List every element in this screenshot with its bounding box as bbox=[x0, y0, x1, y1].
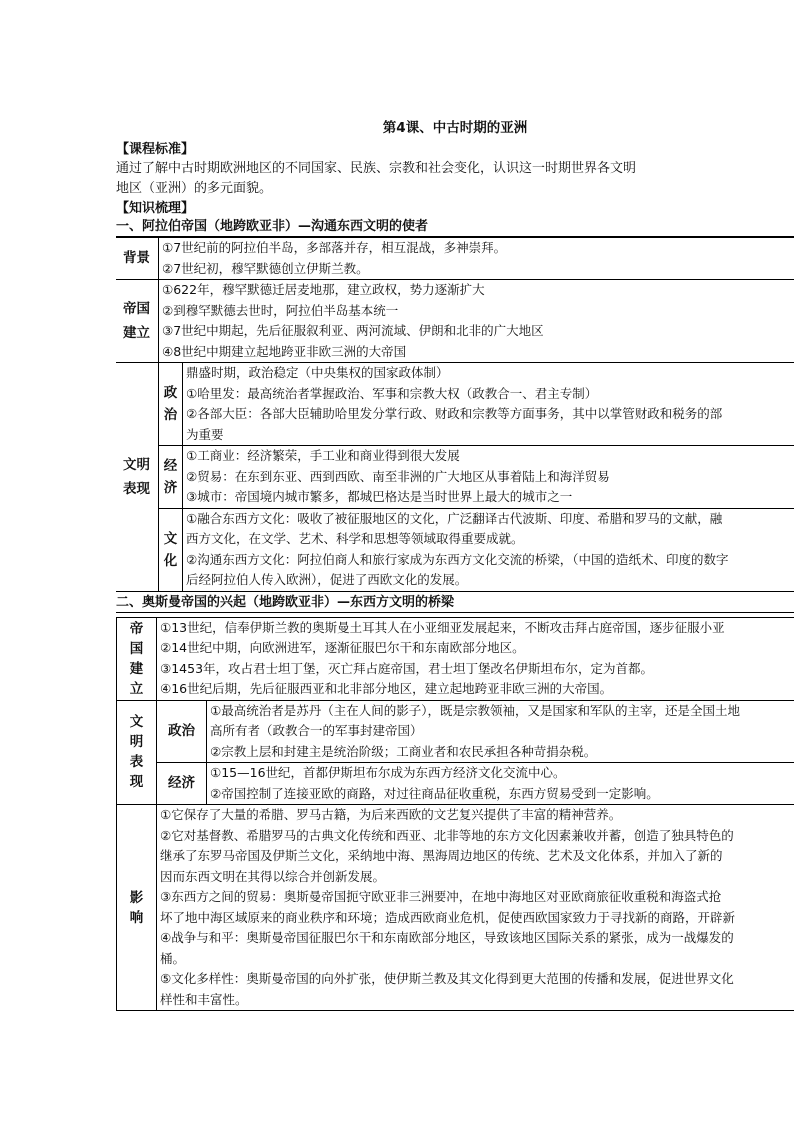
founding-cell bbox=[159, 280, 794, 363]
table-row bbox=[116, 508, 794, 591]
list-item: ①最高统治者是苏丹（主在人间的影子），既是宗教领袖，又是国家和军队的主宰，还是全国土地 bbox=[210, 702, 740, 718]
standard-line-1: 通过了解中古时期欧洲地区的不同国家、民族、宗教和社会变化，认识这一时期世界各文明 bbox=[116, 161, 637, 176]
label-ottoman-politics: 政治 bbox=[157, 700, 207, 763]
table-row bbox=[117, 700, 794, 763]
label-civilization: 文明表现 bbox=[116, 363, 159, 592]
list-item: ③1453年，攻占君士坦丁堡，灭亡拜占庭帝国，君士坦丁堡改名伊斯坦布尔，定为首都。 bbox=[160, 660, 654, 676]
list-item: ⑤文化多样性：奥斯曼帝国的向外扩张，使伊斯兰教及其文化得到更大范围的传播和发展，促进世界文化 bbox=[160, 971, 734, 986]
list-item: ①工商业：经济繁荣，手工业和商业得到很大发展 bbox=[186, 448, 460, 463]
list-item: 后经阿拉伯人传入欧洲），促进了西欧文化的发展。 bbox=[186, 572, 468, 587]
list-item: ①它保存了大量的希腊、罗马古籍，为后来西欧的文艺复兴提供了丰富的精神营养。 bbox=[160, 807, 622, 822]
label-politics: 政治 bbox=[159, 363, 183, 446]
label-ottoman-economy: 经济 bbox=[157, 763, 207, 805]
culture-cell bbox=[183, 508, 794, 591]
list-item: 鼎盛时期，政治稳定（中央集权的国家政体制） bbox=[186, 365, 449, 380]
label-culture: 文化 bbox=[159, 508, 183, 591]
list-item: 样性和丰富性。 bbox=[160, 991, 248, 1007]
list-item: ①哈里发：最高统治者掌握政治、军事和宗教大权（政教合一、君主专制） bbox=[186, 385, 598, 401]
politics-cell bbox=[183, 363, 794, 446]
ottoman-empire-table bbox=[116, 617, 794, 1012]
label-background: 背景 bbox=[116, 238, 159, 280]
list-item: 为重要 bbox=[186, 426, 224, 442]
table-row bbox=[116, 446, 794, 509]
list-item: ①7世纪前的阿拉伯半岛，多部落并存，相互混战，多神崇拜。 bbox=[162, 240, 507, 255]
label-ottoman-impact: 影 响 bbox=[117, 805, 157, 1011]
table-row bbox=[117, 805, 794, 1011]
list-item: ②7世纪初，穆罕默德创立伊斯兰教。 bbox=[162, 260, 369, 276]
list-item: 西方文化，在文学、艺术、科学和思想等领域取得重要成就。 bbox=[186, 531, 524, 546]
list-item: ②沟通东西方文化：阿拉伯商人和旅行家成为东西方文化交流的桥梁，（中国的造纸术、印度的数字 bbox=[186, 551, 729, 567]
list-item: ④战争与和平：奥斯曼帝国征服巴尔干和东南欧部分地区，导致该地区国际关系的紧张，成为一战爆发的 bbox=[160, 930, 734, 945]
list-item: ②到穆罕默德去世时，阿拉伯半岛基本统一 bbox=[162, 302, 399, 318]
list-item: ②贸易：在东到东亚、西到西欧、南至非洲的广大地区从事着陆上和海洋贸易 bbox=[186, 468, 610, 484]
ottoman-politics-cell bbox=[207, 700, 794, 763]
list-item: ①融合东西方文化：吸收了被征服地区的文化，广泛翻译古代波斯、印度、希腊和罗马的文献，融 bbox=[186, 510, 723, 526]
table-row bbox=[116, 363, 794, 446]
section-ottoman-title: 二、奥斯曼帝国的兴起（地跨欧亚非）—东西方文明的桥梁 bbox=[116, 594, 794, 613]
list-item: ②它对基督教、希腊罗马的古典文化传统和西亚、北非等地的东方文化因素兼收并蓄，创造了独具特色的 bbox=[160, 827, 734, 843]
ottoman-impact-cell bbox=[157, 805, 794, 1011]
document-page bbox=[116, 118, 794, 1011]
list-item: ③东西方之间的贸易：奥斯曼帝国扼守欧亚非三洲要冲，在地中海地区对亚欧商旅征收重税和海盗式抢 bbox=[160, 889, 722, 904]
table-row bbox=[116, 280, 794, 363]
list-item: ③7世纪中期起，先后征服叙利亚、两河流域、伊朗和北非的广大地区 bbox=[162, 323, 544, 338]
table-row bbox=[117, 763, 794, 805]
list-item: ①13世纪，信奉伊斯兰教的奥斯曼土耳其人在小亚细亚发展起来，不断攻击拜占庭帝国，逐步征服小亚 bbox=[160, 619, 725, 635]
label-economy: 经济 bbox=[159, 446, 183, 509]
table-row bbox=[117, 617, 794, 700]
page-title: 第4课、中古时期的亚洲 bbox=[382, 120, 528, 136]
label-ottoman-civilization: 文 明 表 现 bbox=[117, 700, 157, 805]
list-item: ③城市：帝国境内城市繁多，都城巴格达是当时世界上最大的城市之一 bbox=[186, 489, 573, 504]
heading-standard: 【课程标准】 bbox=[116, 142, 195, 157]
table-row bbox=[116, 238, 794, 280]
list-item: 高所有者（政教合一的军事封建帝国） bbox=[210, 723, 423, 738]
list-item: 继承了东罗马帝国及伊斯兰文化，采纳地中海、黑海周边地区的传统、艺术及文化体系，并加入了新的 bbox=[160, 848, 723, 863]
list-item: ①622年，穆罕默德迁居麦地那，建立政权，势力逐渐扩大 bbox=[162, 282, 485, 297]
list-item: ④16世纪后期，先后征服西亚和北非部分地区，建立起地跨亚非欧三洲的大帝国。 bbox=[160, 681, 613, 696]
list-item: 因而东西文明在其得以综合并创新发展。 bbox=[160, 868, 386, 884]
economy-cell bbox=[183, 446, 794, 509]
list-item: ①15—16世纪，首都伊斯坦布尔成为东西方经济文化交流中心。 bbox=[210, 765, 566, 780]
label-empire-founding: 帝国建立 bbox=[116, 280, 159, 363]
list-item: ②14世纪中期，向欧洲进军，逐渐征服巴尔干和东南欧部分地区。 bbox=[160, 640, 525, 655]
list-item: ④8世纪中期建立起地跨亚非欧三洲的大帝国 bbox=[162, 343, 407, 359]
label-ottoman-founding: 帝 国 建 立 bbox=[117, 617, 157, 700]
list-item: 桶。 bbox=[160, 950, 186, 966]
list-item: ②宗教上层和封建主是统治阶级；工商业者和农民承担各种苛捐杂税。 bbox=[210, 743, 597, 759]
list-item: ②帝国控制了连接亚欧的商路，对过往商品征收重税，东西方贸易受到一定影响。 bbox=[210, 785, 659, 801]
list-item: ②各部大臣：各部大臣辅助哈里发分掌行政、财政和宗教等方面事务，其中以掌管财政和税务的部 bbox=[186, 406, 723, 421]
background-cell bbox=[159, 238, 794, 280]
ottoman-economy-cell bbox=[207, 763, 794, 805]
ottoman-founding-cell bbox=[157, 617, 794, 700]
standard-line-2: 地区（亚洲）的多元面貌。 bbox=[116, 181, 273, 196]
section-arab-title: 一、阿拉伯帝国（地跨欧亚非）—沟通东西文明的使者 bbox=[116, 218, 794, 237]
heading-knowledge: 【知识梳理】 bbox=[116, 201, 195, 216]
list-item: 坏了地中海区域原来的商业秩序和环境；造成西欧商业危机，促使西欧国家致力于寻找新的商路，开辟新 bbox=[160, 909, 736, 925]
arab-empire-table bbox=[116, 237, 794, 592]
